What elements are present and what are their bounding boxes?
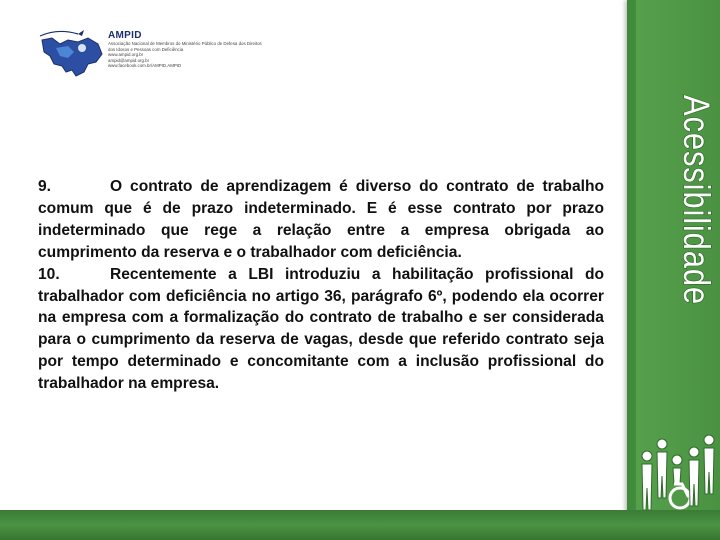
brazil-map-icon xyxy=(38,26,110,78)
main-text xyxy=(38,176,604,395)
ampid-logo xyxy=(38,26,328,78)
logo-line: www.facebook.com.br/AMPID.AMPID xyxy=(108,63,182,69)
logo-title: AMPID xyxy=(108,30,142,41)
people-accessibility-icon xyxy=(636,432,720,514)
logo-line: dos Idosos e Pessoas com Deficiência xyxy=(108,46,184,52)
side-title xyxy=(650,95,717,346)
paragraph-10 xyxy=(38,264,604,395)
logo-line: ampid@ampid.org.br xyxy=(108,57,150,63)
side-title-text: Acessibilidade xyxy=(676,95,717,346)
logo-line: Associação Nacional de Membros do Ministério Público de Defesa dos Direitos xyxy=(108,41,262,46)
logo-line: www.ampid.org.br xyxy=(108,52,144,58)
paragraph-number: 10. xyxy=(38,265,60,283)
paragraph-9 xyxy=(38,176,604,264)
paragraph-text: Recentemente a LBI introduziu a habilitação profissional do trabalhador com deficiência no artigo 36, parágrafo 6º, podendo ela ocorrer na empresa com a formalização do contrato de trabalho e ser considerada para o cumprimento da reserva de vagas, desde que referido contrato seja por tempo determinado e concomitante com a inclusão profissional do trabalhador na empresa. xyxy=(38,265,604,393)
logo-text-block xyxy=(108,30,338,69)
bottom-bar xyxy=(0,510,720,540)
paragraph-number: 9. xyxy=(38,178,52,195)
paragraph-text: O contrato de aprendizagem é diverso do contrato de trabalho comum que é de prazo indeterminado. E é esse contrato por prazo indeterminado que rege a relação entre a empresa obrigada ao cumprimento da reserva e o trabalhador com deficiência. xyxy=(38,178,604,261)
